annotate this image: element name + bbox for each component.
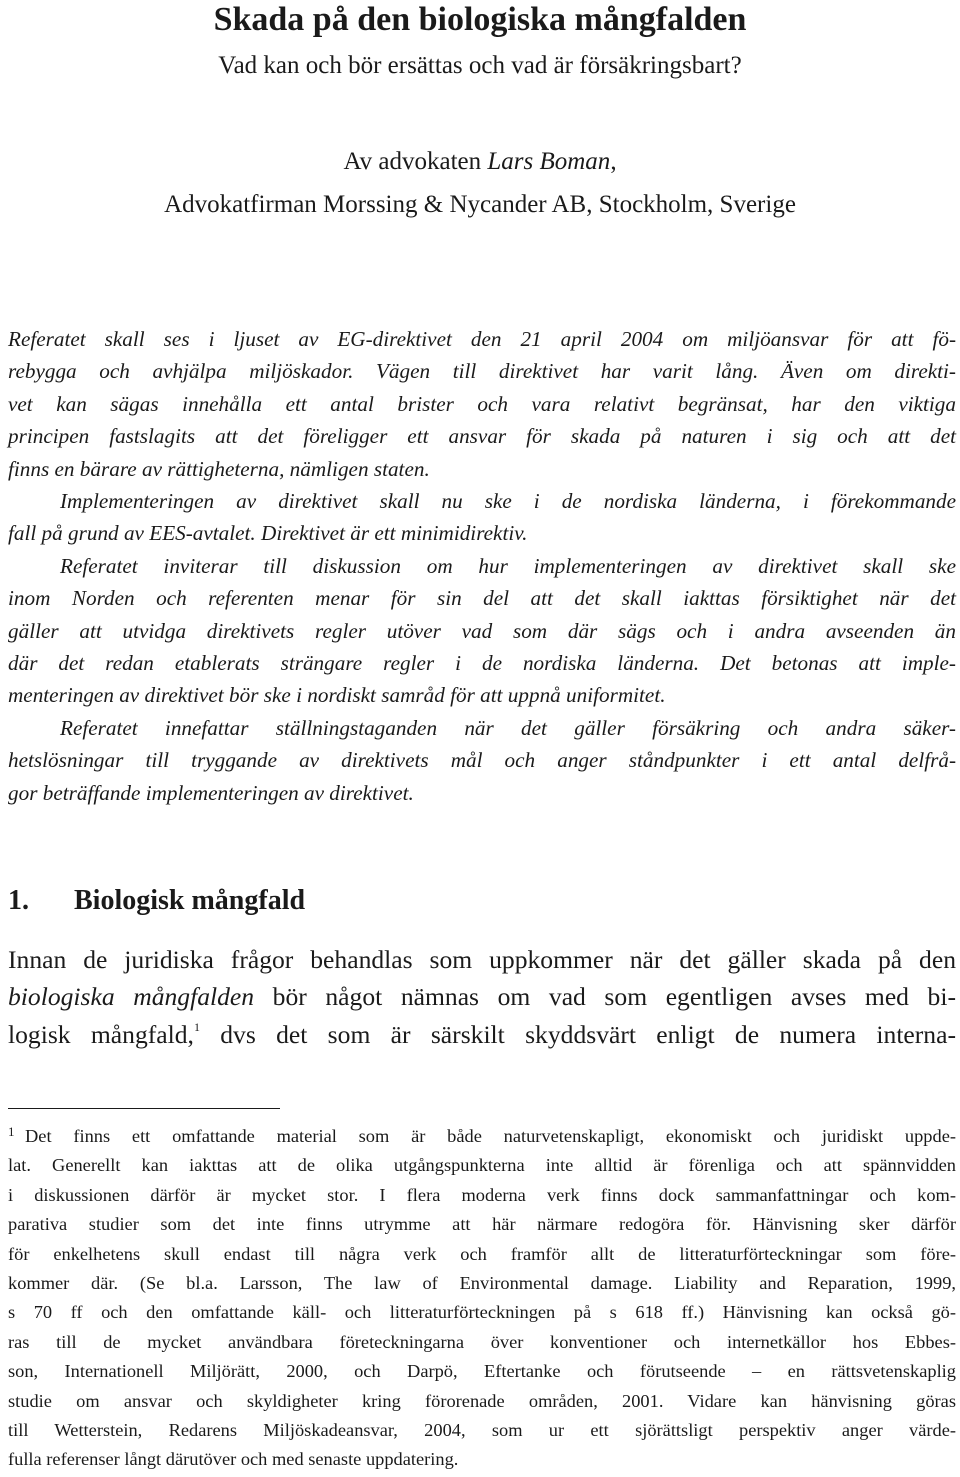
footnote-line: till Wetterstein, Redarens Miljöskadeansvar, 2004, som ur ett sjörättsligt perspektiv anger värde- [8,1420,956,1441]
footnote-line: Det finns ett omfattande material som är både naturvetenskapligt, ekonomiskt och juridiskt uppde- [25,1126,956,1146]
abstract-line: Implementeringen av direktivet skall nu ske i de nordiska länderna, i förekommande [60,489,956,514]
abstract-line: fall på grund av EES-avtalet. Direktivet är ett minimidirektiv. [8,521,528,546]
section-number: 1. [8,885,29,916]
author-byline [0,140,960,226]
body-line [8,1016,956,1053]
footnote [8,1122,956,1475]
footnote-line: för enkelhetens skull endast till några verk och framför allt de litteraturförteckningar som före- [8,1243,956,1264]
footnote-line: lat. Generellt kan iakttas att de olika utgångspunkterna inte alltid är förenliga och att spännvidden [8,1155,956,1176]
abstract-line [8,355,956,387]
author-name: Lars Boman [487,148,611,175]
body-line-start: logisk mångfald, [8,1019,194,1049]
footnote-line: i diskussionen därför är mycket stor. I flera moderna verk finns dock sammanfattningar och kom- [8,1184,956,1205]
byline-author-line [0,140,960,183]
byline-prefix: Av advokaten [343,148,488,175]
abstract-line: gor beträffande implementeringen av direktivet. [8,780,414,805]
abstract-line: vet kan sägas innehålla ett antal brister och vara relativt begränsat, har den viktiga [8,391,956,416]
footnote-reference[interactable]: 1 [193,1019,200,1034]
footnote-text [25,1122,956,1151]
abstract-line: gäller att utvidga direktivets regler utöver vad som där sägs och i andra avseenden än [8,618,956,643]
byline-suffix: , [610,148,617,175]
footnote-line: son, Internationell Miljörätt, 2000, och Darpö, Eftertanke och förutseende – en rättsvetenskaplig [8,1361,956,1382]
document-subtitle: Vad kan och bör ersättas och vad är försäkringsbart? [218,52,742,79]
abstract-line: Referatet innefattar ställningstaganden när det gäller försäkring och andra säker- [60,715,956,740]
body-line: Innan de juridiska frågor behandlas som uppkommer när det gäller skada på den [8,945,956,974]
footnote-line: parativa studier som det inte finns utrymme att här närmare redogöra för. Hänvisning sker därför [8,1214,956,1235]
footnote-divider [8,1108,280,1109]
body-paragraph [8,941,956,1053]
body-line-rest: dvs det som är särskilt skyddsvärt enligt de numera interna- [199,1019,956,1049]
abstract-line: principen fastslagits att det föreligger ett ansvar för skada på naturen i sig och att det [8,424,956,449]
footnote-line: kommer där. (Se bl.a. Larsson, The law of Environmental damage. Liability and Reparation, 1999, [8,1273,956,1294]
section-heading [8,881,305,921]
footnote-line: studie om ansvar och skyldigheter kring förorenade områden, 2001. Vidare kan hänvisning göras [8,1390,956,1411]
abstract-line-part: rebygga och avhjälpa miljöskador. Vägen till direktivet har varit lång. Även om direkti- [8,359,956,384]
abstract-line: menteringen av direktivet bör ske i nordiskt samråd för att uppnå uniformitet. [8,683,666,708]
body-line [8,978,956,1015]
abstract-line: där det redan etablerats strängare regler i de nordiska länderna. Det betonas att imple- [8,651,956,676]
abstract-line: Referatet skall ses i ljuset av EG-direktivet den 21 april 2004 om miljöansvar för att fö- [8,327,956,351]
footnote-line: s 70 ff och den omfattande käll- och litteraturförteckningen på s 618 ff.) Hänvisning kan också gö- [8,1302,956,1323]
section-title: Biologisk mångfald [74,885,306,916]
footnote-mark: 1 [8,1124,15,1139]
abstract-line: Referatet inviterar till diskussion om hur implementeringen av direktivet skall ske [60,553,956,578]
body-emphasis: biologiska mångfalden [8,982,255,1012]
abstract-line: finns en bärare av rättigheterna, nämligen staten. [8,456,430,481]
abstract-line: inom Norden och referenten menar för sin del att det skall iakttas försiktighet när det [8,586,956,611]
abstract [8,323,956,809]
document-title: Skada på den biologiska mångfalden [213,1,747,38]
byline-affiliation: Advokatfirman Morssing & Nycander AB, Stockholm, Sverige [164,191,796,218]
footnote-line: fulla referenser långt därutöver och med senaste uppdatering. [8,1449,459,1470]
footnote-continuation [8,1151,956,1474]
body-line-rest: bör något nämnas om vad som egentligen avses med bi- [254,982,956,1012]
abstract-line: hetslösningar till tryggande av direktivets mål och anger ståndpunkter i ett antal delfrå- [8,748,956,773]
footnote-line: ras till de mycket användbara företeckningarna över konventioner och internetkällor hos Ebbes- [8,1331,956,1352]
